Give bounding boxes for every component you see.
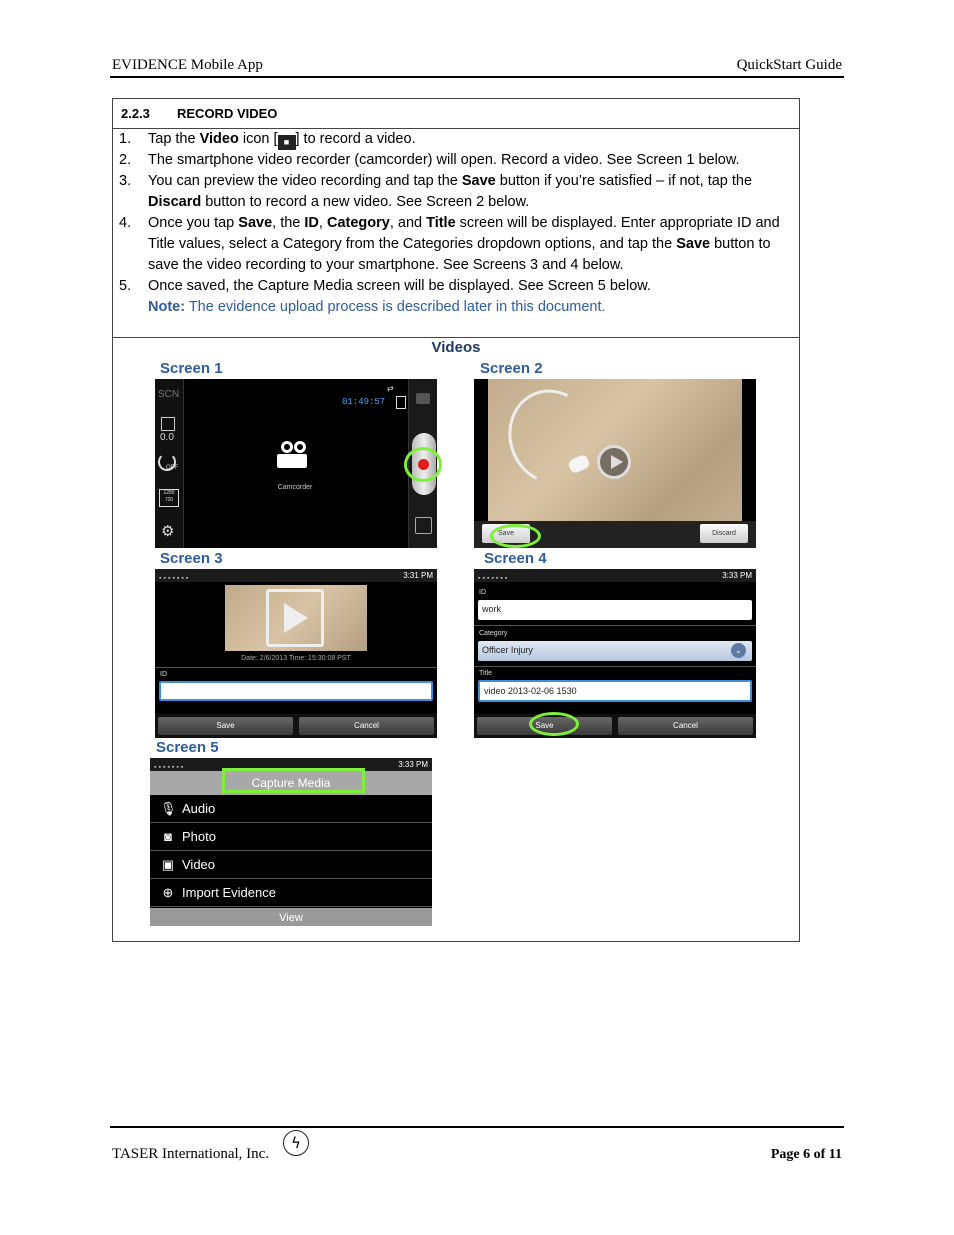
status-bar [155, 569, 437, 582]
bold-term: Video [199, 131, 239, 147]
text-span: button if you’re satisfied – if not, tap the [495, 173, 753, 189]
button-bar [155, 714, 437, 738]
status-bar [474, 569, 756, 582]
camcorder-label: Camcorder [277, 484, 313, 491]
cancel-button[interactable]: Cancel [618, 717, 753, 735]
section-title-bar [113, 99, 799, 129]
step-number: 1. [119, 131, 132, 147]
save-button[interactable]: Save [477, 717, 612, 735]
step-item [119, 150, 793, 171]
bold-term: Category [326, 215, 390, 231]
step-item [119, 213, 793, 276]
recording-date: Date: 2/6/2013 Time: 15:30:08 PST [241, 655, 351, 662]
note-text: The evidence upload process is described later in this document. [185, 299, 606, 315]
text-span: ] to record a video. [295, 131, 416, 147]
text-span: Tap the [148, 131, 200, 147]
text-span: Once you tap [148, 215, 239, 231]
category-dropdown[interactable]: Officer Injury [478, 641, 752, 661]
step-item [119, 276, 793, 297]
video-icon: ▣ [161, 857, 175, 872]
page-number: Page 6 of 11 [770, 1147, 842, 1162]
text-span: You can preview the video recording and tap the [148, 173, 462, 189]
menu-item-label: Photo [182, 829, 216, 844]
screen-3-details [155, 569, 437, 738]
text-span: , and [389, 215, 427, 231]
step-text [148, 171, 793, 213]
timer-off-label: OFF [166, 465, 178, 471]
play-icon[interactable] [266, 589, 324, 647]
text-span: Once saved, the Capture Media screen will be displayed. See Screen 5 below. [148, 278, 651, 294]
text-span: button to record a new video. See Screen 2 below. [201, 194, 530, 210]
menu-item-photo[interactable] [150, 823, 432, 851]
section-title: RECORD VIDEO [177, 106, 278, 121]
cancel-button[interactable]: Cancel [299, 717, 434, 735]
switch-camera-icon: ⇄ [387, 384, 394, 393]
recording-timer: 01:49:57 [342, 397, 386, 407]
taser-logo: ϟ [283, 1130, 309, 1156]
menu-item-label: Import Evidence [182, 885, 276, 900]
view-button[interactable]: View [150, 908, 432, 926]
battery-icon [396, 396, 406, 409]
step-number: 3. [119, 173, 132, 189]
screen-1-camcorder [155, 379, 437, 548]
earphone-cable [495, 379, 609, 497]
bold-term: Save [238, 215, 273, 231]
save-highlight-circle [529, 712, 579, 736]
screen-2-preview [474, 379, 756, 548]
save-button[interactable]: Save [158, 717, 293, 735]
bold-term: Save [676, 236, 711, 252]
title-input[interactable]: video 2013-02-06 1530 [478, 680, 752, 702]
text-span: , the [272, 215, 305, 231]
scene-mode-label: SCN [158, 389, 180, 400]
play-icon[interactable] [597, 445, 631, 479]
button-bar [474, 714, 756, 738]
screen-3-label: Screen 3 [160, 550, 223, 567]
videos-heading: Videos [431, 339, 481, 356]
save-button[interactable]: Save [482, 524, 530, 543]
exposure-value: 0.0 [160, 432, 174, 443]
id-input[interactable] [159, 681, 433, 701]
step-text [148, 150, 793, 171]
screen-1-label: Screen 1 [160, 360, 223, 377]
id-field-label: ID [479, 589, 486, 596]
chevron-down-icon[interactable]: ⌄ [731, 643, 746, 658]
menu-item-video[interactable] [150, 851, 432, 879]
text-span: , [318, 215, 327, 231]
text-span: screen will be displayed. Enter appropriate ID and Title values, select a Category from the Categories dropdown options, and tap the [148, 215, 780, 252]
menu-item-label: Video [182, 857, 216, 872]
footer-company: TASER International, Inc. [112, 1146, 270, 1162]
text-span: button to save the video recording to your smartphone. See Screens 3 and 4 below. [148, 236, 771, 273]
step-item [119, 129, 793, 150]
text-span: The smartphone video recorder (camcorder) will open. Record a video. See Screen 1 below. [148, 152, 740, 168]
save-highlight-circle [490, 524, 541, 548]
thumbnail-icon[interactable] [415, 517, 432, 534]
capture-media-title: Capture Media [150, 771, 432, 795]
bold-term: Discard [148, 194, 202, 210]
bold-term: ID [304, 215, 319, 231]
screen-4-details [474, 569, 756, 738]
step-number: 2. [119, 152, 132, 168]
video-icon: ■ [278, 135, 296, 150]
bold-term: Title [426, 215, 456, 231]
text-span: icon [ [238, 131, 278, 147]
screen-5-label: Screen 5 [156, 739, 219, 756]
steps-list [113, 129, 799, 338]
header-rule [110, 76, 844, 78]
menu-item-import-evidence[interactable] [150, 879, 432, 907]
id-input[interactable]: work [478, 600, 752, 620]
notification-icons: ▪▪▪▪▪▪▪ [478, 575, 510, 582]
bold-term: Save [461, 173, 496, 189]
screen-4-label: Screen 4 [484, 550, 547, 567]
note-label: Note: [148, 299, 186, 315]
notification-icons: ▪▪▪▪▪▪▪ [159, 575, 191, 582]
menu-item-audio[interactable] [150, 795, 432, 823]
category-field-label: Category [479, 630, 508, 637]
header-app-name: EVIDENCE Mobile App [112, 57, 263, 73]
microphone-icon: 🎙︎ [160, 801, 177, 816]
step-number: 5. [119, 278, 132, 294]
id-field-label: ID [160, 671, 167, 678]
camera-mode-icon [416, 393, 430, 404]
section-number: 2.2.3 [121, 106, 150, 121]
plus-circle-icon: ⊕ [162, 885, 174, 900]
discard-button[interactable]: Discard [700, 524, 748, 543]
notification-icons: ▪▪▪▪▪▪▪ [154, 764, 186, 771]
note [119, 297, 793, 318]
camera-settings-bar [155, 379, 184, 548]
status-time: 3:31 PM [403, 571, 433, 580]
step-item [119, 171, 793, 213]
record-highlight-circle [404, 447, 442, 482]
menu-item-label: Audio [182, 801, 216, 816]
step-number: 4. [119, 215, 132, 231]
gear-icon: ⚙ [161, 523, 175, 540]
status-time: 3:33 PM [722, 571, 752, 580]
resolution-icon: 1280 720 [159, 489, 179, 507]
video-thumbnail [225, 585, 367, 651]
capture-media-highlight-box [222, 768, 365, 793]
record-video-section [112, 98, 800, 942]
camera-icon: ◙ [164, 829, 172, 844]
step-text [148, 276, 793, 297]
screen-2-label: Screen 2 [480, 360, 543, 377]
footer-rule [110, 1126, 844, 1128]
title-field-label: Title [479, 670, 492, 677]
step-text [148, 129, 793, 150]
exposure-icon [161, 417, 175, 431]
header-guide-name: QuickStart Guide [736, 57, 842, 73]
status-time: 3:33 PM [398, 760, 428, 769]
step-text [148, 213, 793, 276]
camcorder-icon [277, 441, 313, 469]
